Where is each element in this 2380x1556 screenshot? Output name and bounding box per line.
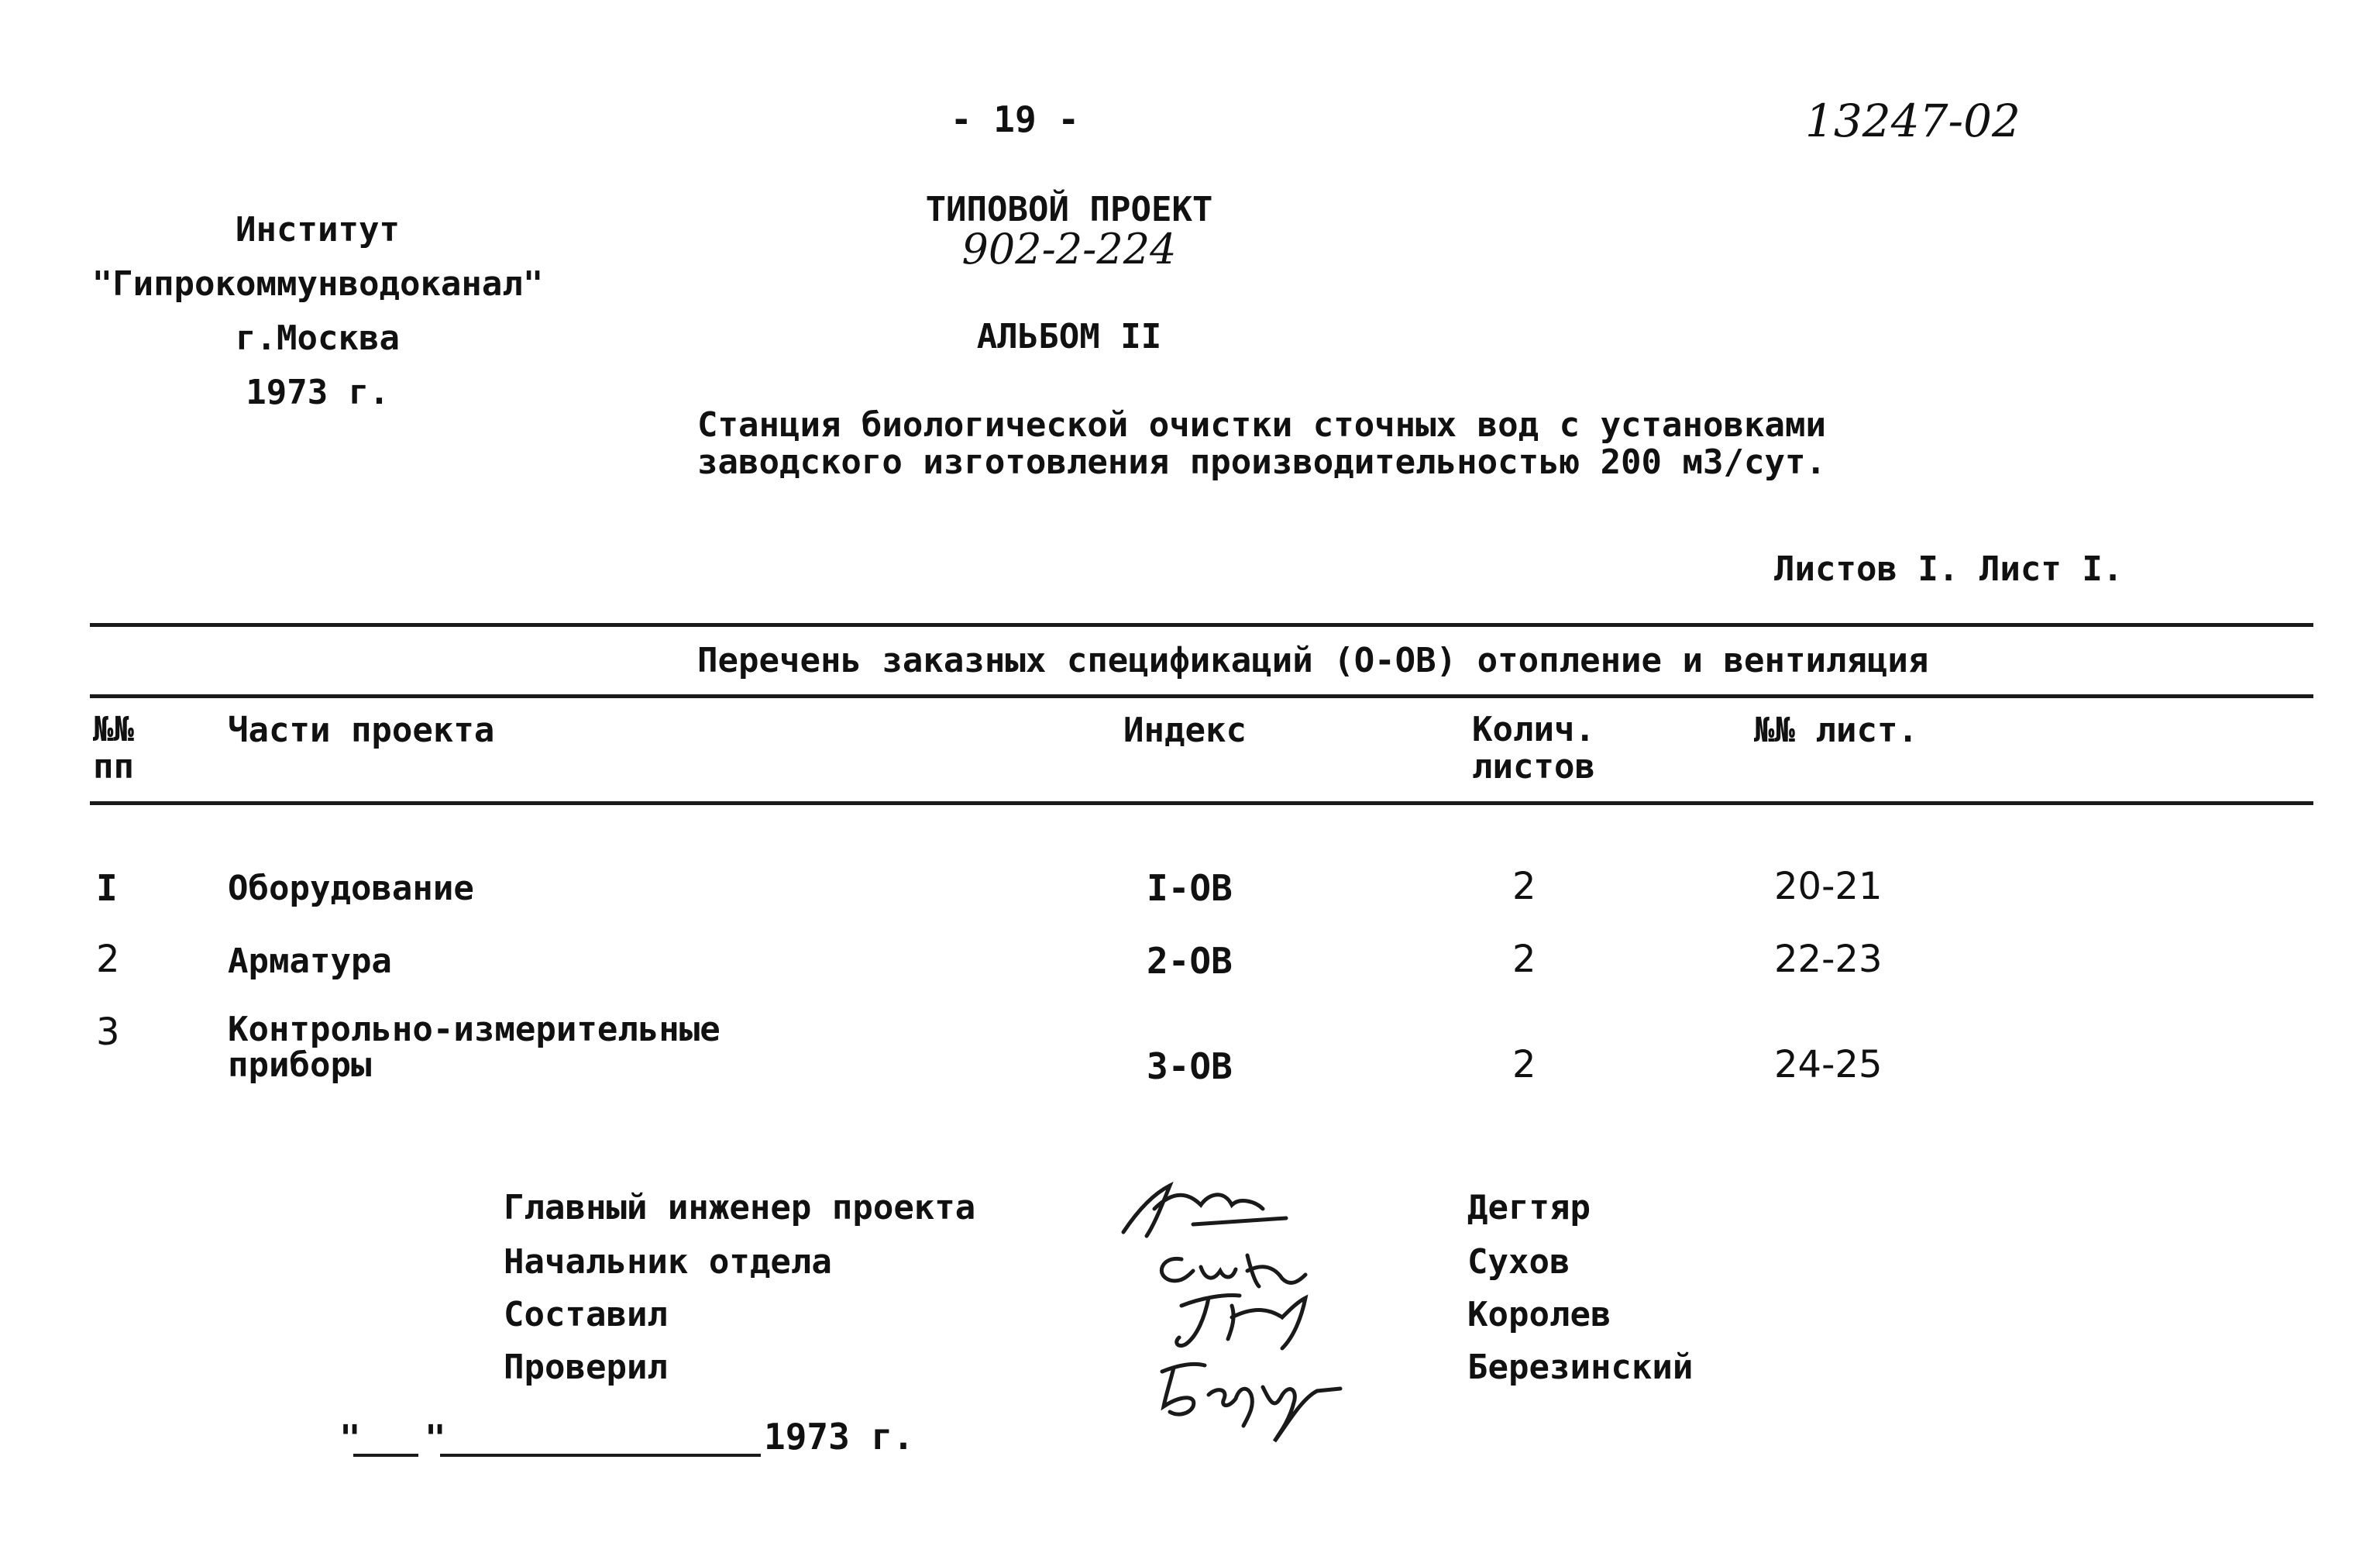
table-row-part: Контрольно-измерительные приборы [228, 1010, 721, 1085]
table-row-no: 2 [96, 938, 120, 981]
table-row-index: 3-ОВ [1147, 1045, 1233, 1087]
page-number: - 19 - [950, 98, 1080, 140]
table-header-rule [90, 801, 2313, 805]
table-row-sheets: 22-23 [1774, 938, 1883, 981]
handwritten-signatures [1108, 1162, 1433, 1457]
sheet-count: Листов I. Лист I. [1774, 549, 2124, 589]
institute-city: г.Москва [236, 318, 400, 358]
signature-name: Сухов [1467, 1242, 1570, 1282]
table-top-rule [90, 623, 2313, 627]
column-header-part: Части проекта [228, 711, 495, 750]
signature-name: Дегтяр [1467, 1188, 1591, 1227]
table-row-index: 2-ОВ [1147, 940, 1233, 982]
table-title-rule [90, 694, 2313, 698]
date-quote-close: " [425, 1417, 446, 1459]
table-row-no: 3 [96, 1010, 120, 1054]
table-row-sheets: 24-25 [1774, 1043, 1883, 1086]
column-header-no: №№ пп [93, 710, 134, 787]
document-code: 13247-02 [1805, 95, 2021, 147]
signature-name: Королев [1467, 1295, 1611, 1334]
description-line-1: Станция биологической очистки сточных вод с установками [697, 405, 1826, 445]
signature-role: Главный инженер проекта [504, 1188, 976, 1227]
table-row-no: I [96, 867, 118, 909]
date-day-blank [353, 1454, 418, 1457]
column-header-sheets: №№ лист. [1754, 711, 1918, 750]
table-row-part: Арматура [228, 942, 392, 981]
signature-role: Составил [504, 1295, 668, 1334]
table-row-count: 2 [1512, 1043, 1536, 1086]
institute-name: "Гипрокоммунводоканал" [91, 264, 544, 304]
table-row-part: Оборудование [228, 869, 474, 908]
signature-department-head [1161, 1255, 1305, 1286]
table-title: Перечень заказных спецификаций (О-ОВ) отопление и вентиляция [697, 641, 1929, 680]
table-row-count: 2 [1512, 865, 1536, 908]
institute-label: Институт [236, 210, 400, 250]
signature-checker [1162, 1364, 1340, 1441]
description-line-2: заводского изготовления производительностью 200 м3/сут. [697, 442, 1826, 482]
signature-role: Начальник отдела [504, 1242, 832, 1282]
project-number: 902-2-224 [961, 225, 1177, 274]
date-quote-open: " [339, 1417, 361, 1459]
institute-year: 1973 г. [246, 373, 390, 412]
date-year: 1973 г. [764, 1416, 914, 1458]
signature-role: Проверил [504, 1348, 668, 1387]
project-type: ТИПОВОЙ ПРОЕКТ [925, 190, 1213, 229]
column-header-index: Индекс [1123, 711, 1247, 750]
album-label: АЛЬБОМ II [976, 317, 1162, 356]
table-row-index: I-ОВ [1147, 867, 1233, 909]
signature-compiler [1177, 1296, 1305, 1348]
signature-name: Березинский [1467, 1348, 1694, 1387]
signature-chief-engineer [1123, 1186, 1286, 1236]
table-row-sheets: 20-21 [1774, 865, 1883, 908]
column-header-count: Колич. листов [1472, 710, 1595, 787]
table-row-count: 2 [1512, 938, 1536, 981]
date-month-blank [440, 1454, 761, 1457]
